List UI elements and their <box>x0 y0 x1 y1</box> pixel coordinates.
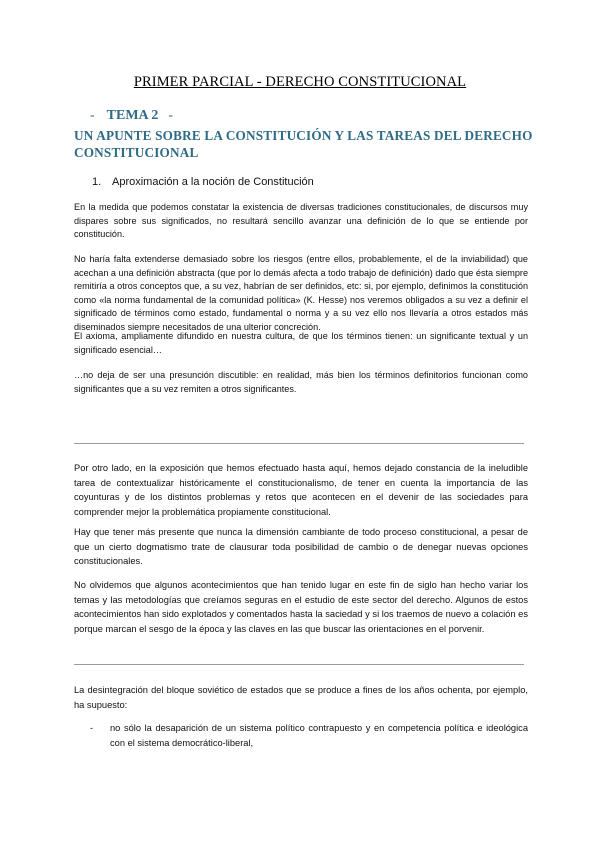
heading-text: Aproximación a la noción de Constitución <box>112 176 314 188</box>
paragraph: Hay que tener más presente que nunca la dimensión cambiante de todo proceso constitucional, a pesar de que un cierto dogmatismo trate de clausurar toda posibilidad de cambio o de denegar nuevas opciones constitucionales. <box>74 527 528 567</box>
paragraph: …no deja de ser una presunción discutible: en realidad, más bien los términos definitorios funcionan como significantes que a su vez remiten a otros significantes. <box>74 370 528 394</box>
tema-label: TEMA 2 <box>106 108 159 123</box>
heading-number: 1. <box>92 176 102 188</box>
paragraph: La desintegración del bloque soviético de estados que se produce a fines de los años ochenta, por ejemplo, ha supuesto: <box>74 685 528 710</box>
list-item-text: no sólo la desaparición de un sistema político contrapuesto y en competencia política e ideológica con el sistema democrático-liberal, <box>110 723 528 748</box>
paragraph: Por otro lado, en la exposición que hemos efectuado hasta aquí, hemos dejado constancia de la ineludible tarea de contextualizar históricamente el constitucionalismo, de tener en cuenta la importancia de las coyunturas y de los distintos problemas y retos que acontecen en el devenir de las sociedades para comprender mejor la problemática propiamente constitucional. <box>74 463 528 517</box>
tema-dash-right: - <box>168 108 174 123</box>
bullet-dash: - <box>90 723 94 733</box>
paragraph: No haría falta extenderse demasiado sobre los riesgos (entre ellos, probablemente, el de la inviabilidad) que acechan a una definición abstracta (que por lo demás afecta a todo trabajo de definición) dado que ésta siempre remitiría a otros conceptos que, a su vez, habrían de ser definidos, etc: si, por ejemplo, definimos la constitución como «la norma fundamental de la comunidad política» (K. Hesse) nos veremos obligados a su vez a definir el significado de términos como estado, fundamental o norma y a su vez ello nos llevaría a otros estados más diseminados siempre necesitados de una ulterior concreción. <box>74 254 528 332</box>
divider-line <box>74 664 524 665</box>
tema-dash-left: - <box>90 108 95 123</box>
divider-line <box>74 443 524 444</box>
tema-heading <box>90 108 173 124</box>
document-title: PRIMER PARCIAL - DERECHO CONSTITUCIONAL <box>133 74 467 90</box>
paragraph: El axioma, ampliamente difundido en nuestra cultura, de que los términos tienen: un significante textual y un significado esencial… <box>74 331 528 355</box>
list-item <box>74 721 528 750</box>
paragraph: No olvidemos que algunos acontecimientos que han tenido lugar en este fin de siglo han hecho variar los temas y las metodologías que creíamos seguras en el estudio de este sector del derecho. Algunos de estos acontecimientos han sido explotados y comentados hasta la saciedad y si los traemos de nuevo a colación es porque marcan el sesgo de la época y las claves en las que buscar las orientaciones en el porvenir. <box>74 580 528 634</box>
numbered-heading <box>92 176 314 188</box>
section-subtitle: UN APUNTE SOBRE LA CONSTITUCIÓN Y LAS TAREAS DEL DERECHO CONSTITUCIONAL <box>74 128 533 160</box>
paragraph: En la medida que podemos constatar la existencia de diversas tradiciones constitucionales, de discursos muy dispares sobre sus significados, no resultará sencillo avanzar una definición de lo que se entiende por constitución. <box>74 202 528 240</box>
